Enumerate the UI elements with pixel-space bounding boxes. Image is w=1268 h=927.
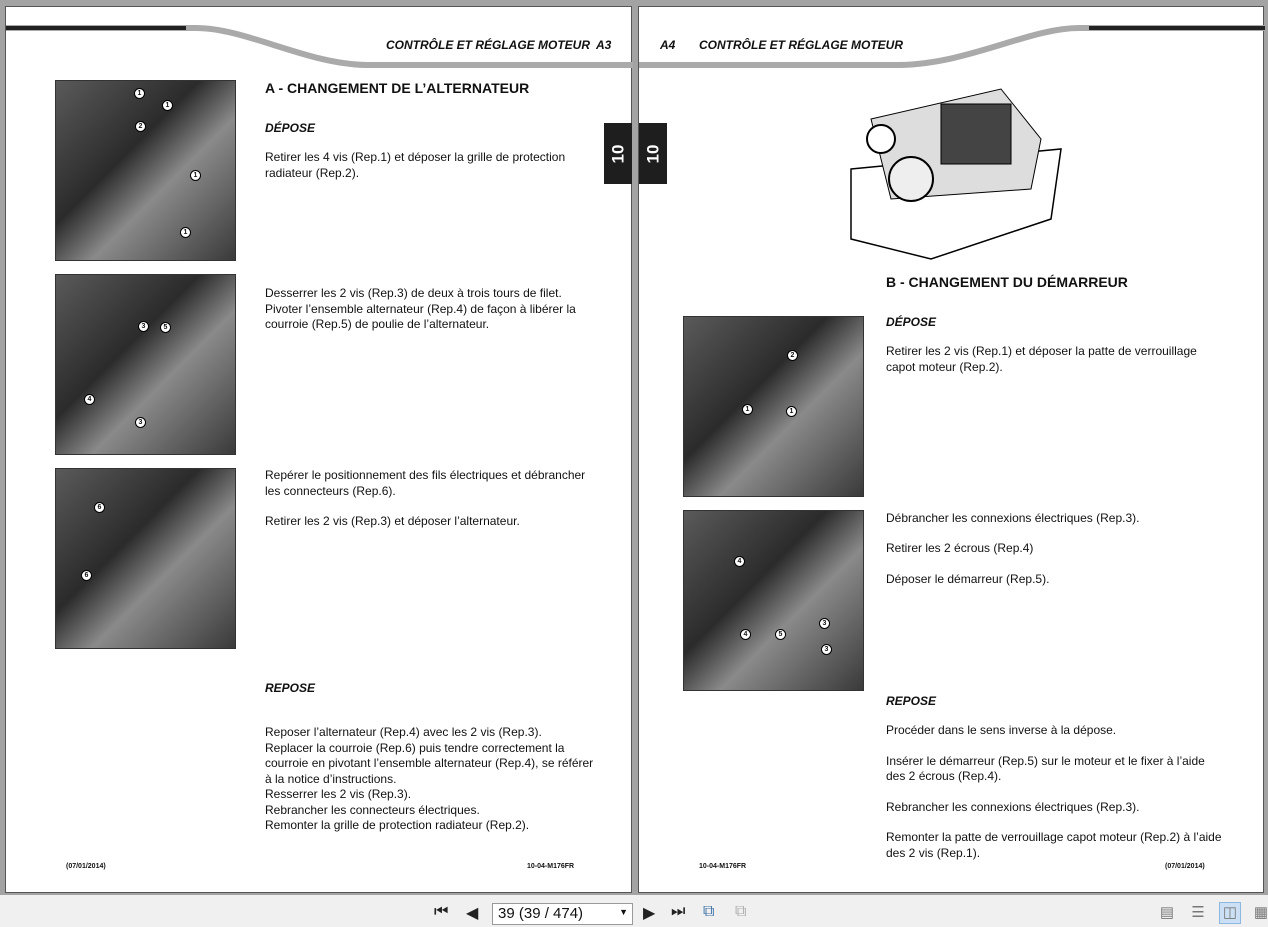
- photo-radiator-grille: 1 1 2 1 1: [55, 80, 236, 261]
- engine-drawing: [831, 79, 1067, 263]
- first-page-button[interactable]: ⏮: [434, 903, 449, 920]
- repose-heading: REPOSE: [265, 681, 316, 695]
- step-text: Desserrer les 2 vis (Rep.3) de deux à trois tours de filet. Pivoter l’ensemble alternateur (Rep.4) de façon à libérer la courroie (Rep.5) de poulie de l’alternateur.: [265, 286, 576, 331]
- go-back-view-icon[interactable]: ⧉: [703, 903, 715, 920]
- step-text: Retirer les 2 vis (Rep.3) et déposer l’alternateur.: [265, 514, 520, 528]
- footer-date: (07/01/2014): [1165, 863, 1205, 870]
- step-text: Retirer les 2 vis (Rep.1) et déposer la patte de verrouillage capot moteur (Rep.2).: [886, 344, 1197, 374]
- photo-starter: 4 4 5 3 3: [683, 510, 864, 691]
- header-title: CONTRÔLE ET RÉGLAGE MOTEUR: [386, 38, 590, 52]
- go-forward-view-icon[interactable]: ⧉: [735, 903, 747, 920]
- repose-heading: REPOSE: [886, 694, 937, 708]
- header-title: CONTRÔLE ET RÉGLAGE MOTEUR: [699, 38, 903, 52]
- viewer-toolbar: [0, 895, 1268, 927]
- step-text: Repérer le positionnement des fils électriques et débrancher les connecteurs (Rep.6).: [265, 468, 586, 498]
- right-page: [638, 6, 1264, 893]
- footer-ref: 10-04-M176FR: [527, 863, 575, 870]
- depose-heading: DÉPOSE: [265, 121, 316, 135]
- section-tab: 10: [604, 123, 632, 184]
- section-title: A - CHANGEMENT DE L’ALTERNATEUR: [265, 80, 530, 96]
- single-page-view-icon[interactable]: ▤: [1159, 904, 1175, 921]
- last-page-button[interactable]: ⏭: [671, 903, 686, 920]
- step-text: Retirer les 2 écrous (Rep.4): [886, 541, 1034, 555]
- photo-alternator-belt: 3 5 4 3: [55, 274, 236, 455]
- repose-steps: Reposer l’alternateur (Rep.4) avec les 2 vis (Rep.3). Replacer la courroie (Rep.6) puis tendre correctement la courroie en pivotant l’ensemble alternateur (Rep.4), se référer à la notice d’instructions. Resserrer les 2 vis (Rep.3). Rebrancher les connecteurs électriques. Remonter la grille de protection radiateur (Rep.2).: [265, 725, 594, 832]
- footer-ref: 10-04-M176FR: [699, 863, 747, 870]
- step-text: Déposer le démarreur (Rep.5).: [886, 572, 1050, 586]
- page-code: A3: [596, 38, 612, 52]
- photo-hood-latch: 2 1 1: [683, 316, 864, 497]
- chevron-down-icon: ▼: [619, 907, 628, 917]
- photo-alternator-connectors: 6 6: [55, 468, 236, 649]
- previous-page-button[interactable]: ◀: [466, 905, 479, 922]
- facing-pages-view-icon[interactable]: ◫: [1219, 902, 1241, 924]
- depose-heading: DÉPOSE: [886, 315, 937, 329]
- continuous-facing-view-icon[interactable]: ▦: [1253, 904, 1268, 921]
- step-text: Débrancher les connexions électriques (Rep.3).: [886, 511, 1140, 525]
- section-title: B - CHANGEMENT DU DÉMARREUR: [886, 274, 1128, 290]
- footer-date: (07/01/2014): [66, 863, 106, 870]
- section-tab: 10: [639, 123, 667, 184]
- continuous-view-icon[interactable]: ☰: [1191, 904, 1205, 921]
- page-code: A4: [660, 38, 676, 52]
- next-page-button[interactable]: ▶: [643, 905, 656, 922]
- page-number-select[interactable]: 39 (39 / 474) ▼: [492, 903, 633, 925]
- step-text: Retirer les 4 vis (Rep.1) et déposer la grille de protection radiateur (Rep.2).: [265, 150, 566, 180]
- left-page: [5, 6, 632, 893]
- repose-steps: Procéder dans le sens inverse à la dépose. Insérer le démarreur (Rep.5) sur le moteur et le fixer à l’aide des 2 écrous (Rep.4). Rebrancher les connexions électriques (Rep.3). Remonter la patte de verrouillage capot moteur (Rep.2) à l’aide des 2 vis (Rep.1).: [886, 723, 1222, 860]
